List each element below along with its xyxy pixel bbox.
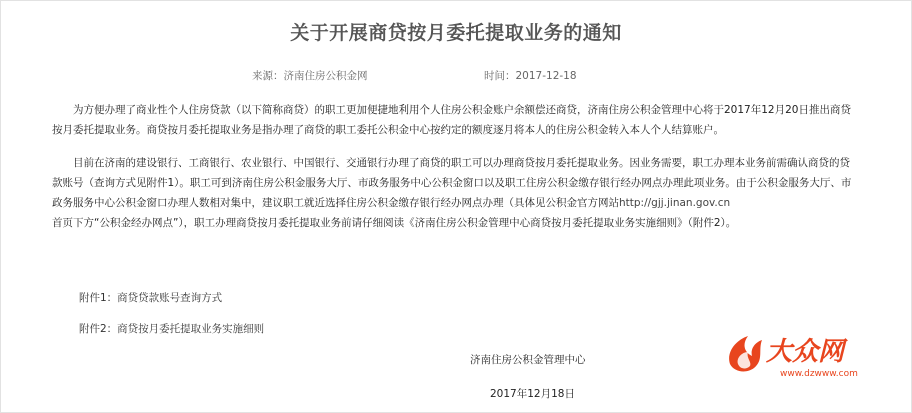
dzwww-watermark-logo (724, 330, 858, 380)
watermark-url: www.dzwww.com (780, 369, 858, 379)
paragraph-1: 为方便办理了商业性个人住房贷款（以下简称商贷）的职工更加便捷地利用个人住房公积金账户余额偿还商贷，济南住房公积金管理中心将于2017年12月20日推出商贷按月委托提取业务。商贷按月委托提取业务是指办理了商贷的职工委托公积金中心按约定的额度逐月将本人的住房公积金转入本人个人结算账户。 (52, 104, 851, 136)
attachment-2-link[interactable]: 附件2：商贷按月委托提取业务实施细则 (79, 323, 265, 335)
paragraph-2-text: 目前在济南的建设银行、工商银行、农业银行、中国银行、交通银行办理了商贷的职工可以办理商贷按月委托提取业务。因业务需要，职工办理本业务前需确认商贷的贷款账号（查询方式见附件1）。职工可到济南住房公积金服务大厅、市政务服务中心公积金窗口以及职工住房公积金缴存银行经办网点办理此项业务。由于公积金服务大厅、市政务服务中心公积金窗口办理人数相对集中，建议职工就近选择住房公积金缴存银行经办网点办理（具体见公积金官方网站 (52, 157, 852, 209)
signature: 济南住房公积金管理中心 (470, 354, 586, 366)
issue-date: 2017年12月18日 (490, 388, 575, 400)
article-time: 时间：2017-12-18 (484, 70, 577, 82)
paragraph-2-tail: 首页下方“公积金经办网点”），职工办理商贷按月委托提取业务前请仔细阅读《济南住房公积金管理中心商贷按月委托提取业务实施细则》（附件2）。 (52, 217, 737, 229)
official-site-link[interactable]: http://gjj.jinan.gov.cn (619, 197, 731, 209)
attachment-1-link[interactable]: 附件1：商贷贷款账号查询方式 (79, 292, 223, 304)
paragraph-2 (52, 153, 860, 233)
flame-icon (729, 336, 762, 371)
article-source: 来源：济南住房公积金网 (252, 70, 368, 82)
article-title: 关于开展商贷按月委托提取业务的通知 (290, 22, 622, 44)
watermark-logo-text: 大众网 (766, 337, 845, 367)
